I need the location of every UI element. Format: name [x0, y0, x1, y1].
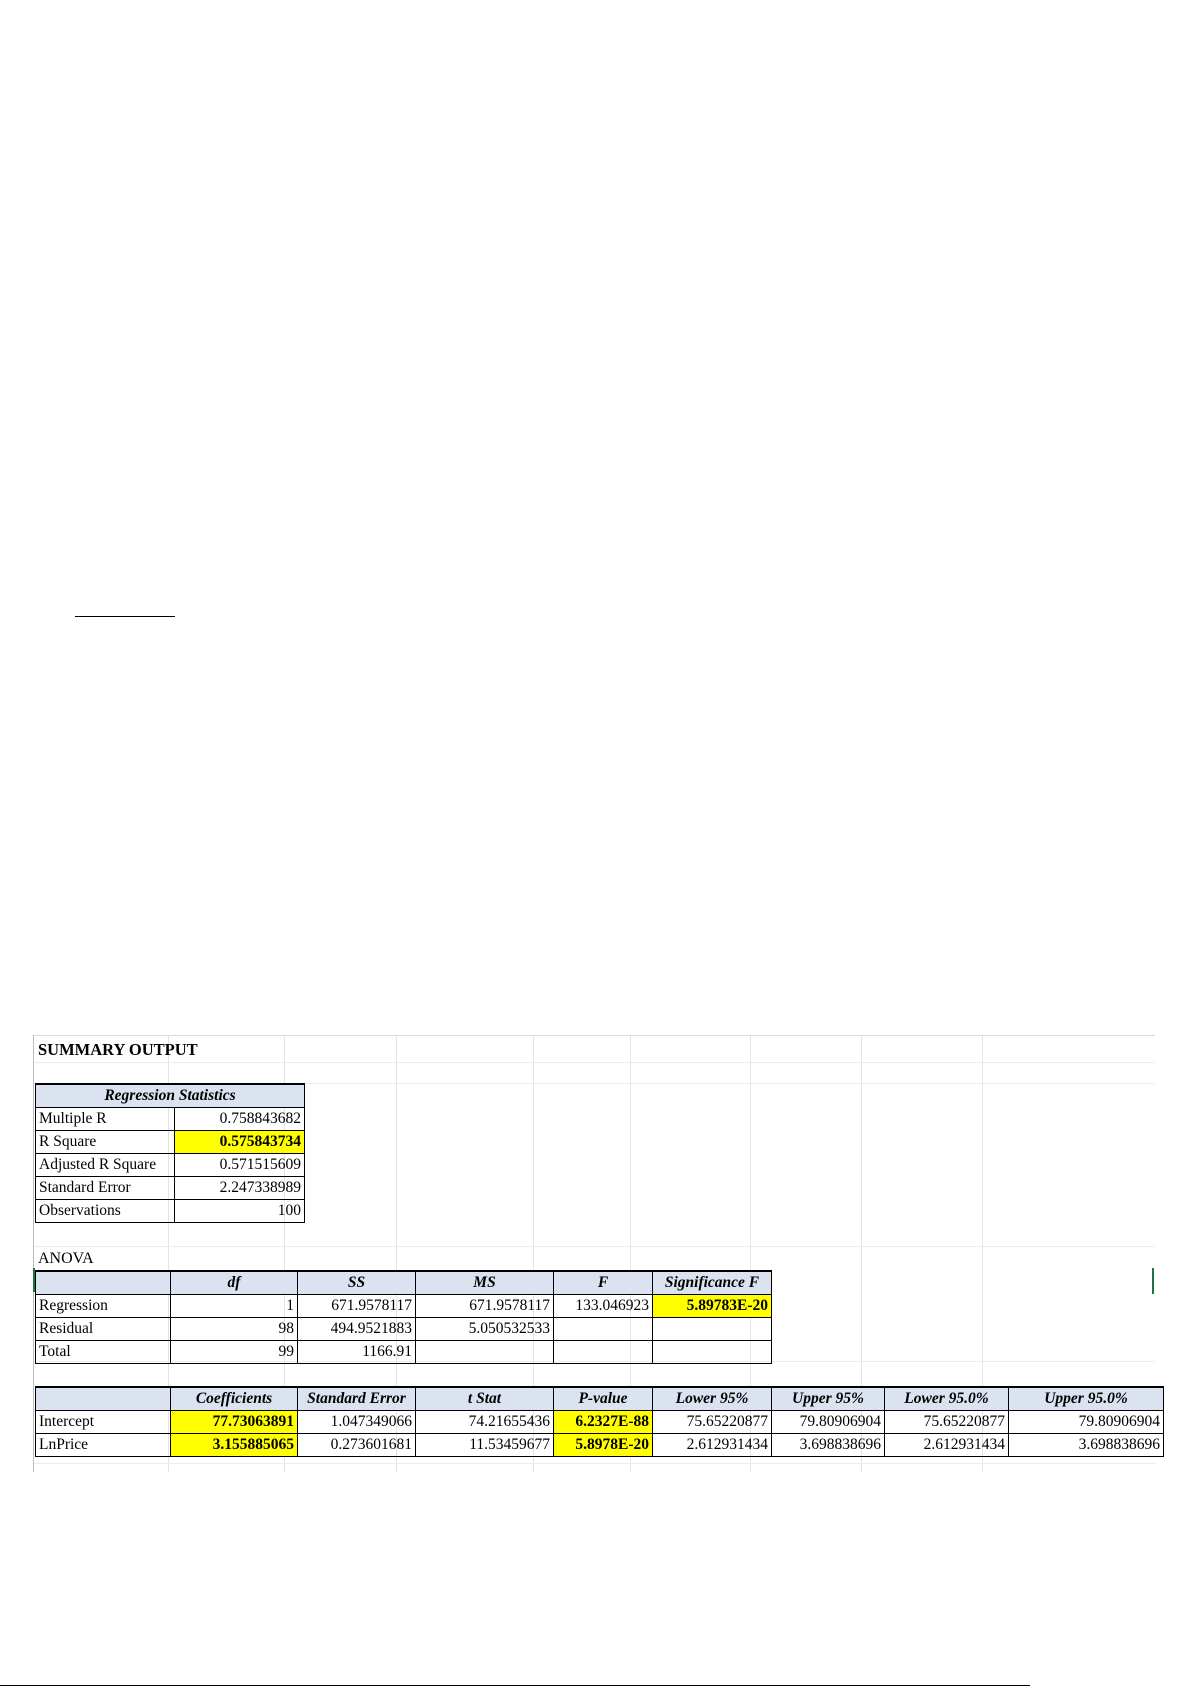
anova-df[interactable]: 1 — [171, 1295, 298, 1318]
significance-f-value[interactable]: 5.89783E-20 — [653, 1295, 772, 1318]
anova-sig[interactable] — [653, 1341, 772, 1364]
coefficients-header-row — [36, 1387, 1164, 1411]
table-row — [36, 1200, 305, 1223]
stat-value[interactable]: 0.758843682 — [174, 1108, 304, 1131]
anova-header-blank — [36, 1271, 171, 1295]
table-row — [36, 1411, 1164, 1434]
stat-label[interactable]: Standard Error — [36, 1177, 175, 1200]
anova-ss[interactable]: 1166.91 — [298, 1341, 416, 1364]
table-row — [36, 1108, 305, 1131]
coef-header-p-value: P-value — [554, 1387, 653, 1411]
coef-header-lower-95-0: Lower 95.0% — [885, 1387, 1009, 1411]
table-row — [36, 1341, 772, 1364]
anova-row-label[interactable]: Total — [36, 1341, 171, 1364]
coef-upper-95-0[interactable]: 3.698838696 — [1009, 1434, 1164, 1457]
anova-ms[interactable]: 671.9578117 — [416, 1295, 554, 1318]
coef-standard-error[interactable]: 0.273601681 — [298, 1434, 416, 1457]
sheet-left-edge — [33, 1035, 34, 1472]
stat-label[interactable]: R Square — [36, 1131, 175, 1154]
coef-lower-95[interactable]: 75.65220877 — [653, 1411, 772, 1434]
coef-row-label[interactable]: LnPrice — [36, 1434, 171, 1457]
table-row — [36, 1318, 772, 1341]
table-row — [36, 1131, 305, 1154]
anova-f[interactable] — [554, 1341, 653, 1364]
stat-label[interactable]: Observations — [36, 1200, 175, 1223]
anova-header-ss: SS — [298, 1271, 416, 1295]
anova-f[interactable] — [554, 1318, 653, 1341]
anova-row-label[interactable]: Regression — [36, 1295, 171, 1318]
selection-marker-right — [1152, 1268, 1154, 1294]
coef-lower-95-0[interactable]: 2.612931434 — [885, 1434, 1009, 1457]
stat-label[interactable]: Adjusted R Square — [36, 1154, 175, 1177]
coef-header-lower-95: Lower 95% — [653, 1387, 772, 1411]
anova-header-row — [36, 1271, 772, 1295]
coef-t-stat[interactable]: 74.21655436 — [416, 1411, 554, 1434]
coef-header-blank — [36, 1387, 171, 1411]
anova-sig[interactable] — [653, 1318, 772, 1341]
anova-header-f: F — [554, 1271, 653, 1295]
coef-header-standard-error: Standard Error — [298, 1387, 416, 1411]
coef-upper-95[interactable]: 79.80906904 — [772, 1411, 885, 1434]
anova-df[interactable]: 98 — [171, 1318, 298, 1341]
stat-value[interactable]: 0.571515609 — [174, 1154, 304, 1177]
anova-table — [35, 1270, 772, 1364]
coef-standard-error[interactable]: 1.047349066 — [298, 1411, 416, 1434]
regression-statistics-table — [35, 1083, 305, 1223]
intercept-p-value[interactable]: 6.2327E-88 — [554, 1411, 653, 1434]
anova-f[interactable]: 133.046923 — [554, 1295, 653, 1318]
regression-statistics-header: Regression Statistics — [36, 1084, 305, 1108]
anova-header-significance-f: Significance F — [653, 1271, 772, 1295]
coef-header-t-stat: t Stat — [416, 1387, 554, 1411]
stat-label[interactable]: Multiple R — [36, 1108, 175, 1131]
table-row — [36, 1295, 772, 1318]
stat-value[interactable]: 2.247338989 — [174, 1177, 304, 1200]
anova-ss[interactable]: 494.9521883 — [298, 1318, 416, 1341]
anova-df[interactable]: 99 — [171, 1341, 298, 1364]
r-square-value[interactable]: 0.575843734 — [174, 1131, 304, 1154]
coef-t-stat[interactable]: 11.53459677 — [416, 1434, 554, 1457]
coef-lower-95[interactable]: 2.612931434 — [653, 1434, 772, 1457]
anova-header-df: df — [171, 1271, 298, 1295]
coef-header-coefficients: Coefficients — [171, 1387, 298, 1411]
intercept-coefficient[interactable]: 77.73063891 — [171, 1411, 298, 1434]
lnprice-coefficient[interactable]: 3.155885065 — [171, 1434, 298, 1457]
lnprice-p-value[interactable]: 5.8978E-20 — [554, 1434, 653, 1457]
table-row — [36, 1154, 305, 1177]
coef-header-upper-95-0: Upper 95.0% — [1009, 1387, 1164, 1411]
anova-header-ms: MS — [416, 1271, 554, 1295]
anova-ss[interactable]: 671.9578117 — [298, 1295, 416, 1318]
anova-label: ANOVA — [38, 1250, 94, 1267]
coef-row-label[interactable]: Intercept — [36, 1411, 171, 1434]
anova-ms[interactable]: 5.050532533 — [416, 1318, 554, 1341]
coef-upper-95[interactable]: 3.698838696 — [772, 1434, 885, 1457]
coef-upper-95-0[interactable]: 79.80906904 — [1009, 1411, 1164, 1434]
summary-output-title: SUMMARY OUTPUT — [38, 1040, 198, 1059]
table-row — [36, 1434, 1164, 1457]
stat-value[interactable]: 100 — [174, 1200, 304, 1223]
blank-answer-line — [75, 616, 175, 617]
anova-row-label[interactable]: Residual — [36, 1318, 171, 1341]
coef-header-upper-95: Upper 95% — [772, 1387, 885, 1411]
coef-lower-95-0[interactable]: 75.65220877 — [885, 1411, 1009, 1434]
coefficients-table — [35, 1386, 1164, 1457]
anova-ms[interactable] — [416, 1341, 554, 1364]
table-row — [36, 1177, 305, 1200]
footer-rule — [0, 1685, 1030, 1686]
